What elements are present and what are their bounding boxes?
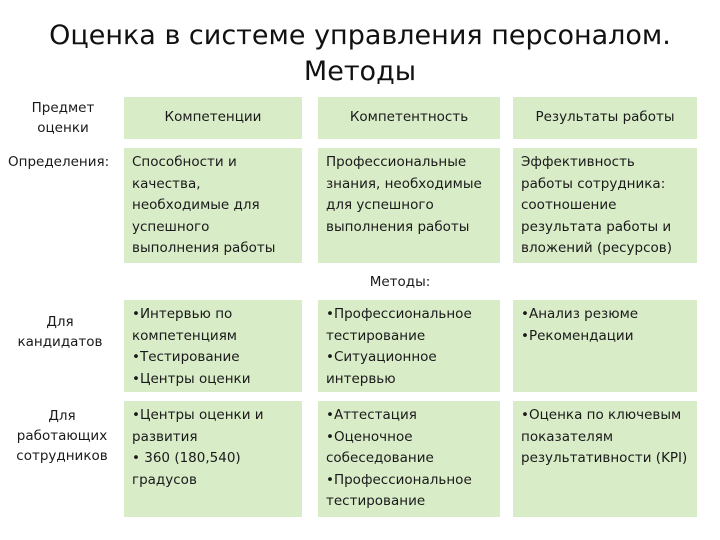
column-header-label: Компетенции: [164, 109, 262, 126]
method-item: •Профессиональное тестирование: [326, 306, 472, 344]
column-header-competence: [318, 97, 500, 139]
title-line-2: Методы: [303, 56, 417, 87]
method-item: •Рекомендации: [521, 327, 634, 344]
methods-cell-candidates-results: [513, 300, 697, 392]
method-item: •Оценочное собеседование: [326, 428, 434, 466]
method-item: •Центры оценки: [132, 370, 251, 387]
definition-text: Способности и качества, необходимые для успешного выполнения работы: [132, 154, 276, 256]
definition-cell-competence: [318, 148, 500, 263]
method-item: •Профессиональное тестирование: [326, 471, 472, 509]
definition-text: Эффективность работы сотрудника: соотношение результата работы и вложений (ресурсов): [521, 154, 673, 256]
definitions-label: Определения:: [8, 154, 110, 170]
column-header-results: [513, 97, 697, 139]
method-item: •Анализ резюме: [521, 306, 639, 322]
method-item: •Тестирование: [132, 349, 240, 365]
methods-cell-employees-results: [513, 401, 697, 517]
column-header-label: Результаты работы: [535, 109, 675, 126]
methods-cell-employees-competencies: [124, 401, 302, 517]
row-label-candidates: Для кандидатов: [17, 314, 103, 350]
method-item: •Ситуационное интервью: [326, 349, 437, 387]
definition-cell-competencies: [124, 148, 302, 263]
method-item: •Аттестация: [326, 407, 417, 423]
column-header-competencies: [124, 97, 302, 139]
column-header-label: Компетентность: [349, 109, 469, 126]
method-item: •Интервью по компетенциям: [132, 306, 237, 344]
methods-label: Методы:: [369, 274, 431, 290]
definition-cell-results: [513, 148, 697, 263]
page-title: [0, 18, 720, 90]
method-item: • 360 (180,540) градусов: [132, 450, 241, 488]
method-item: •Центры оценки и развития: [132, 407, 264, 445]
methods-cell-employees-competence: [318, 401, 500, 517]
definition-text: Профессиональные знания, необходимые для успешного выполнения работы: [326, 154, 482, 235]
title-line-1: Оценка в системе управления персоналом.: [49, 20, 671, 51]
method-item: •Оценка по ключевым показателям результативности (KPI): [521, 407, 688, 466]
methods-cell-candidates-competence: [318, 300, 500, 392]
methods-cell-candidates-competencies: [124, 300, 302, 392]
row-label-employees: Для работающих сотрудников: [16, 408, 108, 464]
subject-label: Предмет оценки: [31, 100, 95, 136]
